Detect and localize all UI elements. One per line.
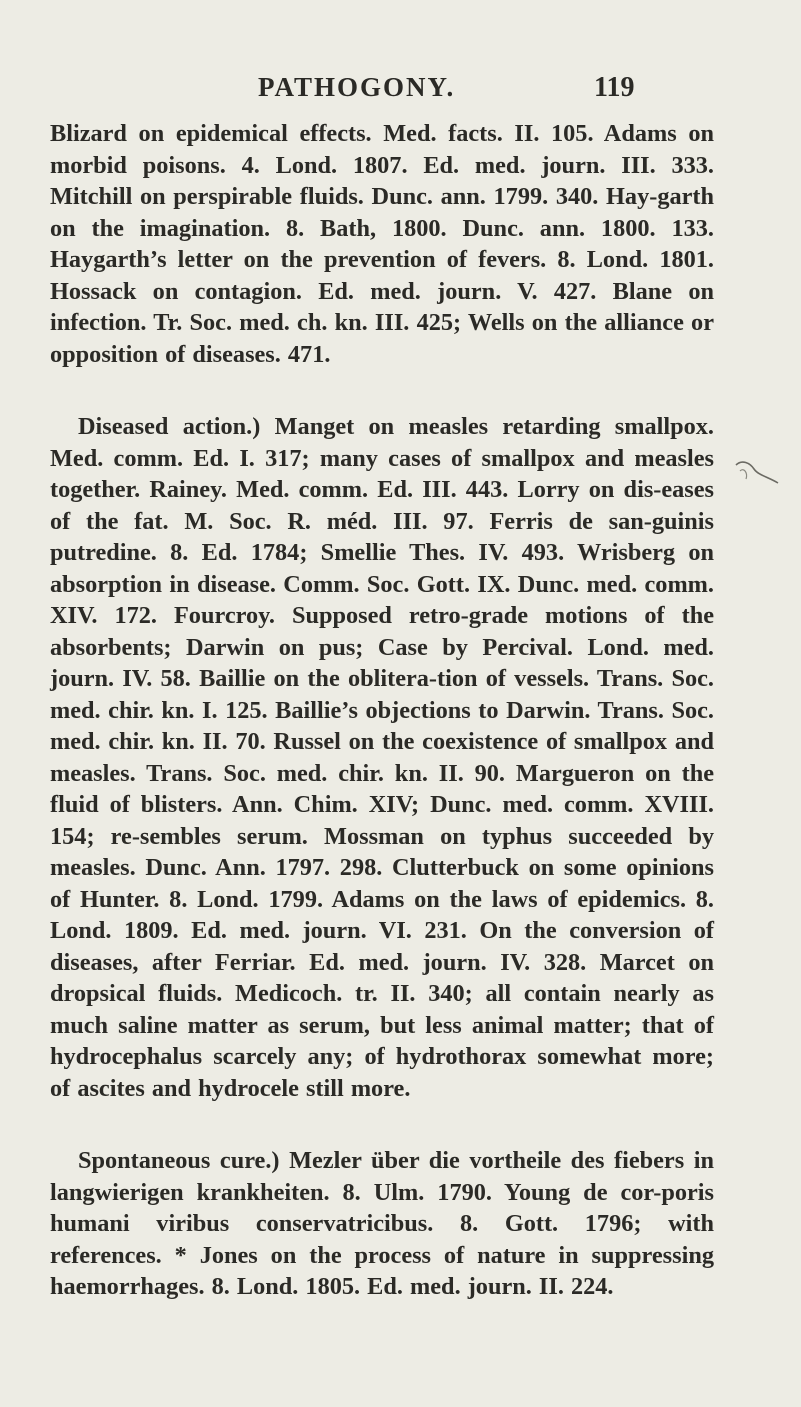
paragraph-diseased-action (50, 411, 714, 1104)
page-body (50, 118, 714, 1303)
page-header (0, 72, 801, 112)
paragraph-spontaneous-cure (50, 1145, 714, 1303)
paragraph-text: Diseased action.) Manget on measles retarding smallpox. Med. comm. Ed. I. 317; many cases of smallpox and measles together. Rainey. Med. comm. Ed. III. 443. Lorry on dis-eases of the fat. M. Soc. R. méd. III. 97. Ferris de san-guinis putredine. 8. Ed. 1784; Smellie Thes. IV. 493. Wrisberg on absorption in disease. Comm. Soc. Gott. IX. Dunc. med. comm. XIV. 172. Fourcroy. Supposed retro-grade motions of the absorbents; Darwin on pus; Case by Percival. Lond. med. journ. IV. 58. Baillie on the oblitera-tion of vessels. Trans. Soc. med. chir. kn. I. 125. Baillie’s objections to Darwin. Trans. Soc. med. chir. kn. II. 70. Russel on the coexistence of smallpox and measles. Trans. Soc. med. chir. kn. II. 90. Margueron on the fluid of blisters. Ann. Chim. XIV; Dunc. med. comm. XVIII. 154; re-sembles serum. Mossman on typhus succeeded by measles. Dunc. Ann. 1797. 298. Clutterbuck on some opinions of Hunter. 8. Lond. 1799. Adams on the laws of epidemics. 8. Lond. 1809. Ed. med. journ. VI. 231. On the conversion of diseases, after Ferriar. Ed. med. journ. IV. 328. Marcet on dropsical fluids. Medicoch. tr. II. 340; all contain nearly as much saline matter as serum, but less animal matter; that of hydrocephalus scarcely any; of hydrothorax somewhat more; of ascites and hydrocele still more. (50, 413, 714, 1102)
paragraph-epidemical-effects (50, 118, 714, 370)
running-head: PATHOGONY. (258, 72, 456, 102)
paragraph-text: Blizard on epidemical effects. Med. facts. II. 105. Adams on morbid poisons. 4. Lond. 1807. Ed. med. journ. III. 333. Mitchill on perspirable fluids. Dunc. ann. 1799. 340. Hay-garth on the imagination. 8. Bath, 1800. Dunc. ann. 1800. 133. Haygarth’s letter on the prevention of fevers. 8. Lond. 1801. Hossack on contagion. Ed. med. journ. V. 427. Blane on infection. Tr. Soc. med. ch. kn. III. 425; Wells on the alliance or opposition of diseases. 471. (50, 120, 714, 368)
page-number: 119 (594, 72, 635, 103)
paragraph-text: Spontaneous cure.) Mezler über die vortheile des fiebers in langwierigen krankheiten. 8. Ulm. 1790. Young de cor-poris humani viribus conservatricibus. 8. Gott. 1796; with references. * Jones on the process of nature in suppressing haemorrhages. 8. Lond. 1805. Ed. med. journ. II. 224. (50, 1147, 714, 1300)
ink-smudge (728, 455, 788, 495)
